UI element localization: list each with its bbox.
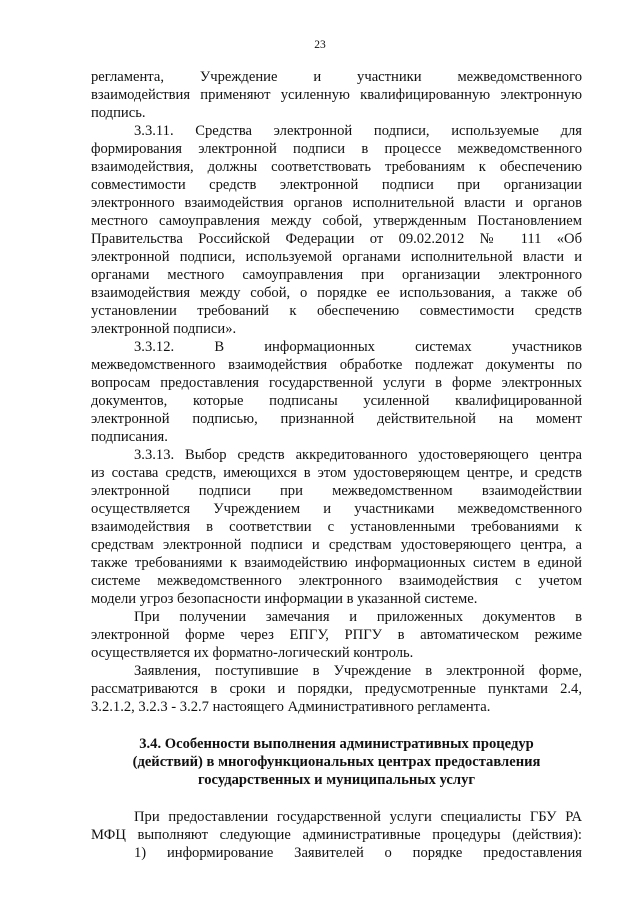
text-line: формирования электронной подписи в процессе межведомственного (91, 141, 582, 157)
text-line: взаимодействия в соответствии с установленными требованиями к (91, 519, 582, 535)
text-line: модели угроз безопасности информации в указанной системе. (91, 591, 478, 607)
page-number: 23 (314, 39, 326, 51)
text-line: электронного взаимодействия органов исполнительной власти и органов (91, 195, 582, 211)
text-line: электронной подписи, используемой органами исполнительной власти и (91, 249, 582, 265)
text-line: системе межведомственного электронного взаимодействия с учетом (91, 573, 582, 589)
text-line: совместимости средств электронной подписи при организации (91, 177, 582, 193)
text-line: межведомственного взаимодействия обработке подлежат документы по (91, 357, 582, 373)
text-line: Заявления, поступившие в Учреждение в электронной форме, (134, 663, 582, 679)
text-line: 3.2.1.2, 3.2.3 - 3.2.7 настоящего Административного регламента. (91, 699, 491, 715)
text-line: из состава средств, имеющихся в этом удостоверяющем центре, и средств (91, 465, 582, 481)
text-line: При получении замечания и приложенных документов в (134, 609, 582, 625)
text-line: 3.3.13. Выбор средств аккредитованного удостоверяющего центра (134, 447, 582, 463)
text-line: взаимодействия применяют усиленную квалифицированную электронную (91, 87, 582, 103)
section-heading: 3.4. Особенности выполнения административных процедур (139, 736, 534, 752)
section-heading: (действий) в многофункциональных центрах предоставления (132, 754, 541, 770)
text-line: установлении требований к обеспечению совместимости средств (91, 303, 582, 319)
text-line: 1) информирование Заявителей о порядке предоставления (134, 845, 582, 861)
text-line: осуществляется их форматно-логический контроль. (91, 645, 414, 661)
text-line: взаимодействия, должны соответствовать требованиям к обеспечению (91, 159, 582, 175)
text-line: взаимодействия между собой, о порядке ее использования, а также об (91, 285, 582, 301)
text-line: электронной подписью, признанной действительной на момент (91, 411, 582, 427)
text-line: электронной подписи». (91, 321, 237, 337)
text-line: органами местного самоуправления при организации электронного (91, 267, 582, 283)
text-line: Правительства Российской Федерации от 09.02.2012 № 111 «Об (91, 231, 582, 247)
text-line: подписания. (91, 429, 168, 445)
text-line: МФЦ выполняют следующие административные процедуры (действия): (91, 827, 582, 843)
text-line: 3.3.12. В информационных системах участников (134, 339, 582, 355)
text-line: средствам электронной подписи и средствам удостоверяющего центра, а (91, 537, 582, 553)
text-line: При предоставлении государственной услуги специалисты ГБУ РА (134, 809, 582, 825)
text-line: электронной подписи при межведомственном взаимодействии (91, 483, 582, 499)
text-line: рассматриваются в сроки и порядки, предусмотренные пунктами 2.4, (91, 681, 582, 697)
text-line: местного самоуправления между собой, утвержденным Постановлением (91, 213, 582, 229)
text-line: осуществляется Учреждением и участниками межведомственного (91, 501, 582, 517)
text-line: электронной форме через ЕПГУ, РПГУ в автоматическом режиме (91, 627, 582, 643)
text-line: вопросам предоставления государственной услуги в форме электронных (91, 375, 582, 391)
text-line: 3.3.11. Средства электронной подписи, используемые для (134, 123, 582, 139)
section-heading: государственных и муниципальных услуг (197, 772, 476, 788)
text-line: регламента, Учреждение и участники межведомственного (91, 69, 582, 85)
text-line: документов, которые подписаны усиленной квалифицированной (91, 393, 582, 409)
text-line: подпись. (91, 105, 146, 121)
text-line: также требованиями к взаимодействию информационных систем в единой (91, 555, 582, 571)
